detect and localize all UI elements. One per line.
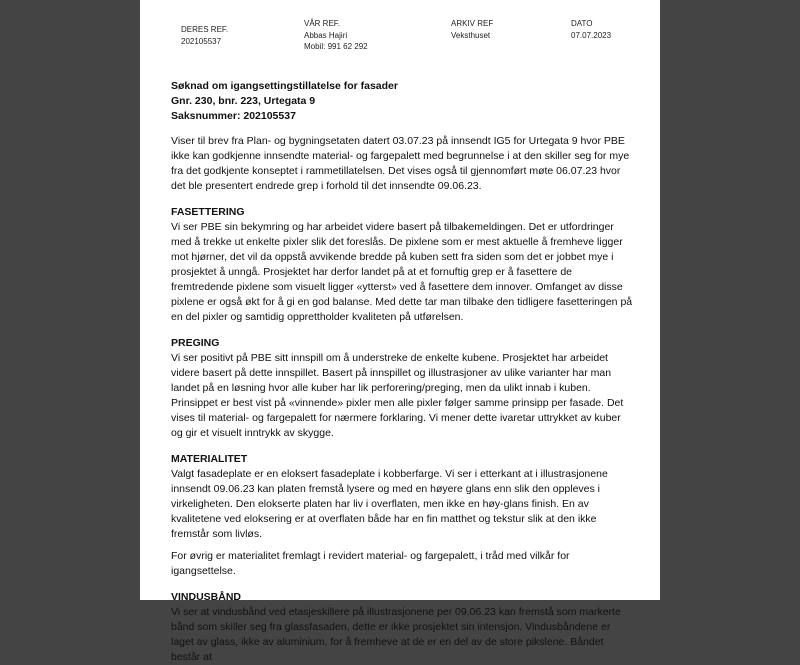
title-line-3: Saksnummer: 202105537 [171,110,296,122]
intro-paragraph: Viser til brev fra Plan- og bygningsetaten datert 03.07.23 på innsendt IG5 for Urtegata 9 hvor PBE ikke kan godkjenne innsendte material- og fargepalett med begrunnelse i at den skiller seg for mye fra det godkjente konseptet i rammetillatelsen. Det vises også til gjennomført møte 06.07.23 hvor det ble presentert endrede grep i forhold til det innsendte 09.06.23. [171,135,630,192]
arkiv-ref-label: ARKIV REF [451,19,494,28]
paragraph-materialitet-followup: For øvrig er materialitet fremlagt i revidert material- og fargepalett, i tråd med vilkår for igangsettelse. [171,550,570,577]
var-ref-name: Abbas Hajiri [304,30,348,40]
paragraph-fasettering: Vi ser PBE sin bekymring og har arbeidet videre basert på tilbakemeldingen. Det er utfordringer med å trekke ut enkelte pixler slik det foreslås. De pixlene som er mest aktuelle å fremheve ligger mot hjørner, det vil da oppstå avvikende bredde på kuben sett fra siden som det er jobbet mye i prosjektet å unngå. Prosjektet har derfor landet på at et fornuftig grep er å fasettere de fremtredende pixlene som visuelt ligger «ytterst» ved å fasettere dem innover. Omfanget av disse pixlene er også økt for å gi en god balanse. Med dette tar man tilbake den tidligere fasetteringen på en del pixler og samtidig opprettholder kvaliteten på utførelsen. [171,221,633,323]
deres-ref-value: 202105537 [181,36,222,46]
title-line-2: Gnr. 230, bnr. 223, Urtegata 9 [171,95,316,107]
dato-label: DATO [571,19,593,28]
var-ref-block [304,18,368,53]
dato-value: 07.07.2023 [571,30,612,40]
letter-body [171,79,633,665]
heading-vindusband: VINDUSBÅND [171,591,242,603]
heading-fasettering: FASETTERING [171,206,245,218]
heading-preging: PREGING [171,337,220,349]
title-line-1: Søknad om igangsettingstillatelse for fasader [171,80,398,92]
deres-ref-block [181,24,228,47]
paragraph-preging: Vi ser positivt på PBE sitt innspill om å understreke de enkelte kubene. Prosjektet har arbeidet videre basert på dette innspillet. Basert på innspillet og illustrasjoner av ulike varianter har man landet på en løsning hvor alle kuber har lik perforering/preging, men da ulikt innab i kuben. Prinsippet er best vist på «vinnende» pixler men alle pixler følger samme prinsipp per fasade. Det vises til material- og fargepalett for nærmere forklaring. Vi mener dette ivaretar uttrykket av kuber og gir et visuelt inntrykk av skygge. [171,352,624,439]
document-page [140,0,660,663]
dato-block [571,18,611,41]
deres-ref-label: DERES REF. [181,25,229,34]
heading-materialitet: MATERIALITET [171,453,248,465]
var-ref-label: VÅR REF. [304,19,341,28]
arkiv-ref-value: Veksthuset [451,30,491,40]
paragraph-materialitet: Valgt fasadeplate er en eloksert fasadeplate i kobberfarge. Vi ser i etterkant at i illustrasjonene innsendt 09.06.23 kan platen fremstå lysere og med en høyere glans enn slik den oppleves i virkeligheten. Den elokserte platen har liv i overflaten, men ikke en høy-glans finish. En av kvalitetene ved eloksering er at overflaten både har en fin matthet og tekstur slik at den ikke fremstår som livløs. [171,468,608,540]
var-ref-phone: Mobil: 991 62 292 [304,42,368,51]
paragraph-vindusband: Vi ser at vindusbånd ved etasjeskillere på illustrasjonene per 09.06.23 kan fremstå som markerte bånd som skiller seg fra glassfasaden, dette er ikke prosjektet sin intensjon. Vindusbåndene er laget av glass, ikke av aluminium, for å fremheve at de er en del av de store pikslene. Båndet består at [171,606,621,663]
arkiv-ref-block [451,18,493,41]
